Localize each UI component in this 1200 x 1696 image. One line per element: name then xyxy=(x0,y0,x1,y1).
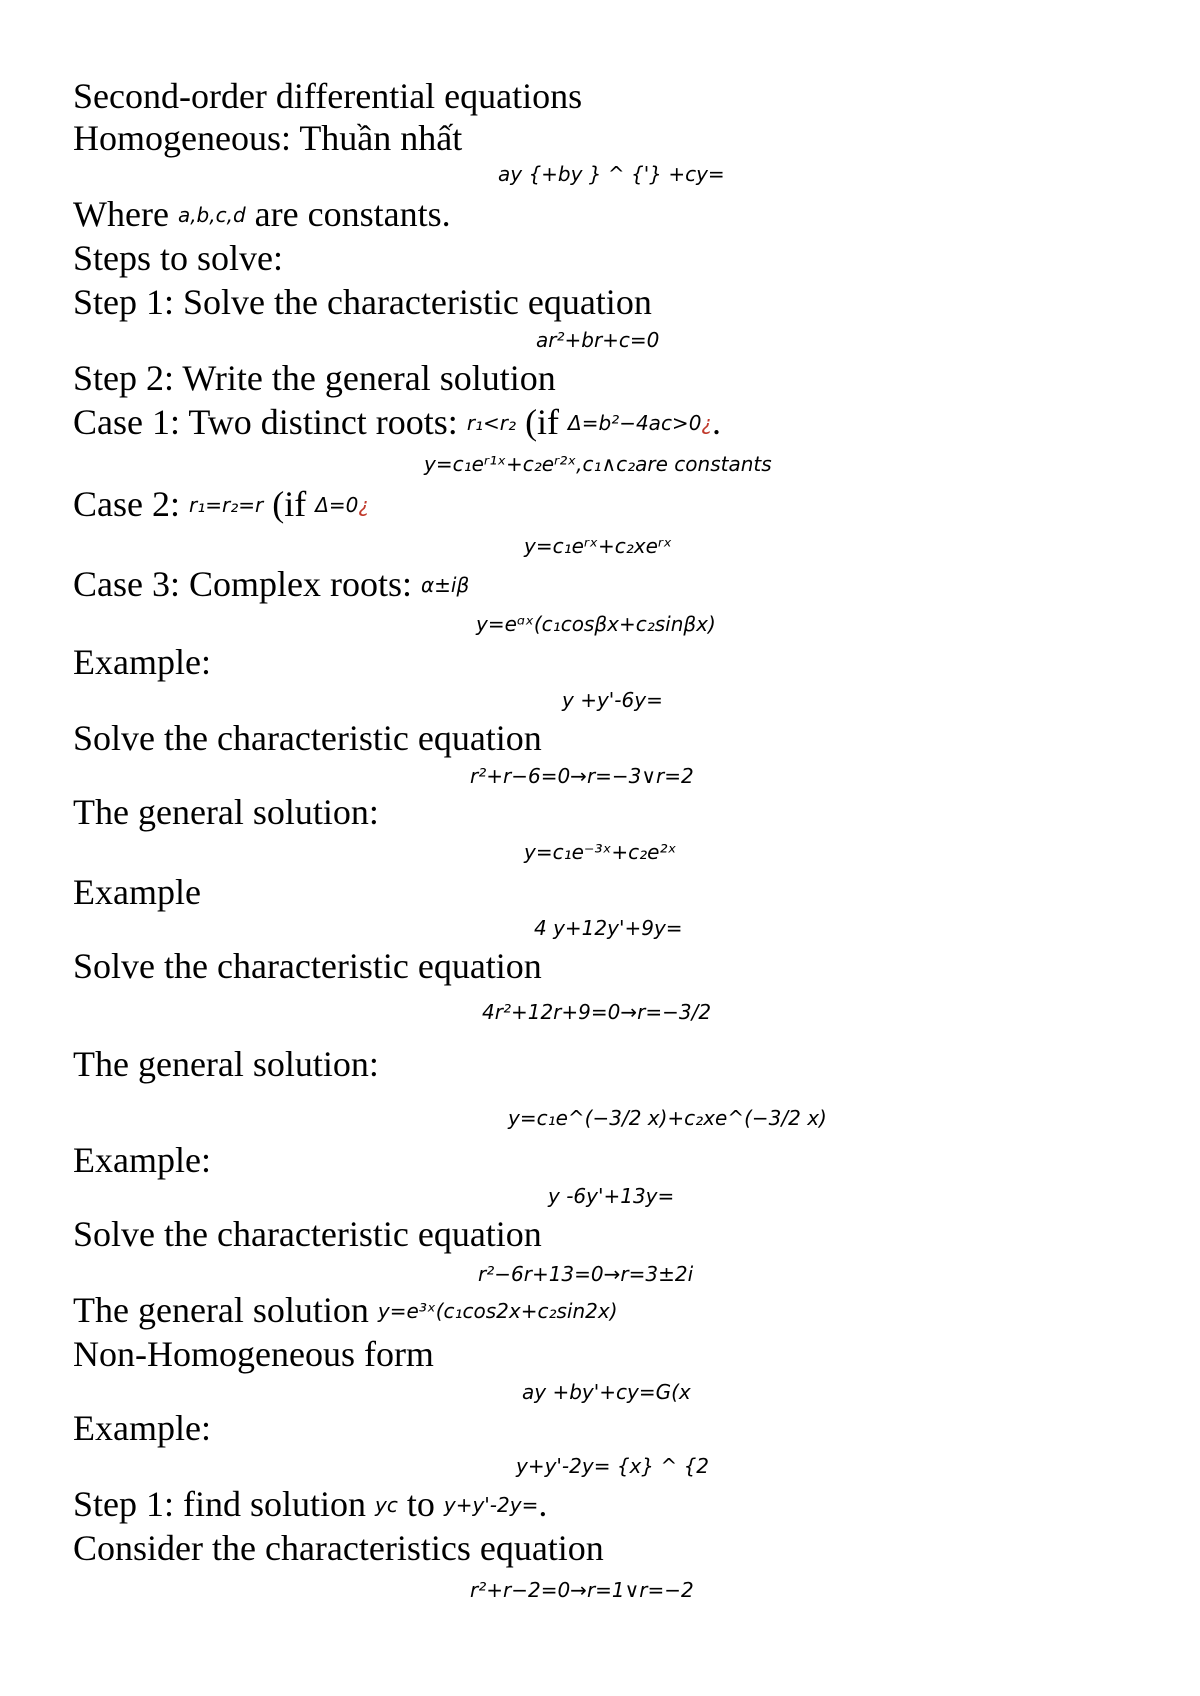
case1-mark: ¿ xyxy=(701,411,713,435)
example3-label: Example: xyxy=(73,1140,211,1180)
example4-characteristic: r²+r−2=0→r=1∨r=−2 xyxy=(470,1578,694,1602)
case2-discriminant: Δ=0 xyxy=(315,493,359,517)
case2-solution: y=c₁eʳˣ+c₂xeʳˣ xyxy=(524,534,672,558)
non-homogeneous-equation: ay +by'+cy=G(x xyxy=(522,1380,691,1404)
constants-line: Where a,b,c,d are constants. xyxy=(73,194,451,234)
step2-heading: Step 2: Write the general solution xyxy=(73,358,556,398)
example3-solve-heading: Solve the characteristic equation xyxy=(73,1214,542,1254)
example4-consider-heading: Consider the characteristics equation xyxy=(73,1528,604,1568)
example3-general-line: The general solution y=e³ˣ(c₁cos2x+c₂sin2x) xyxy=(73,1290,618,1330)
case2-line: Case 2: r₁=r₂=r (if Δ=0¿ xyxy=(73,484,369,524)
case1-line: Case 1: Two distinct roots: r₁<r₂ (if Δ=b²−4ac>0¿. xyxy=(73,402,722,442)
example3-characteristic: r²−6r+13=0→r=3±2i xyxy=(478,1262,694,1286)
example2-general-heading: The general solution: xyxy=(73,1044,379,1084)
steps-heading: Steps to solve: xyxy=(73,238,284,278)
case1-solution: y=c₁eʳ¹ˣ+c₂eʳ²ˣ,c₁∧c₂are constants xyxy=(424,452,772,476)
case2-mark: ¿ xyxy=(358,493,369,517)
example1-characteristic: r²+r−6=0→r=−3∨r=2 xyxy=(470,764,694,788)
example2-solution: y=c₁e^(−3/2 x)+c₂xe^(−3/2 x) xyxy=(508,1106,827,1130)
example4-step1-line: Step 1: find solution yc to y+y'-2y=. xyxy=(73,1484,548,1524)
case3-line: Case 3: Complex roots: α±iβ xyxy=(73,564,470,604)
document-title: Second-order differential equations xyxy=(73,76,583,116)
case3-roots: α±iβ xyxy=(420,573,470,597)
case3-solution: y=eᵅˣ(c₁cosβx+c₂sinβx) xyxy=(476,612,716,636)
characteristic-equation: ar²+br+c=0 xyxy=(536,328,660,352)
constants-variables: a,b,c,d xyxy=(177,203,246,227)
case1-roots: r₁<r₂ xyxy=(466,411,517,435)
example4-equation: y+y'-2y= {x} ^ {2 xyxy=(516,1454,710,1478)
example1-equation: y +y'-6y= xyxy=(562,688,663,712)
homogeneous-heading: Homogeneous: Thuần nhất xyxy=(73,118,463,158)
example2-characteristic: 4r²+12r+9=0→r=−3/2 xyxy=(482,1000,712,1024)
homogeneous-equation: ay {+by } ^ {'} +cy= xyxy=(498,162,725,186)
example3-equation: y -6y'+13y= xyxy=(548,1184,675,1208)
example2-label: Example xyxy=(73,872,201,912)
example1-general-heading: The general solution: xyxy=(73,792,379,832)
example1-solve-heading: Solve the characteristic equation xyxy=(73,718,542,758)
non-homogeneous-heading: Non-Homogeneous form xyxy=(73,1334,434,1374)
step1-heading: Step 1: Solve the characteristic equation xyxy=(73,282,652,322)
example3-solution: y=e³ˣ(c₁cos2x+c₂sin2x) xyxy=(377,1299,618,1323)
complementary-solution-symbol: yc xyxy=(375,1493,398,1517)
case2-roots: r₁=r₂=r xyxy=(188,493,264,517)
example1-solution: y=c₁e⁻³ˣ+c₂e²ˣ xyxy=(524,840,677,864)
example4-homogeneous-equation: y+y'-2y= xyxy=(443,1493,539,1517)
example1-label: Example: xyxy=(73,642,211,682)
example4-label: Example: xyxy=(73,1408,211,1448)
example2-solve-heading: Solve the characteristic equation xyxy=(73,946,542,986)
case1-discriminant: Δ=b²−4ac>0 xyxy=(568,411,702,435)
example2-equation: 4 y+12y'+9y= xyxy=(534,916,683,940)
